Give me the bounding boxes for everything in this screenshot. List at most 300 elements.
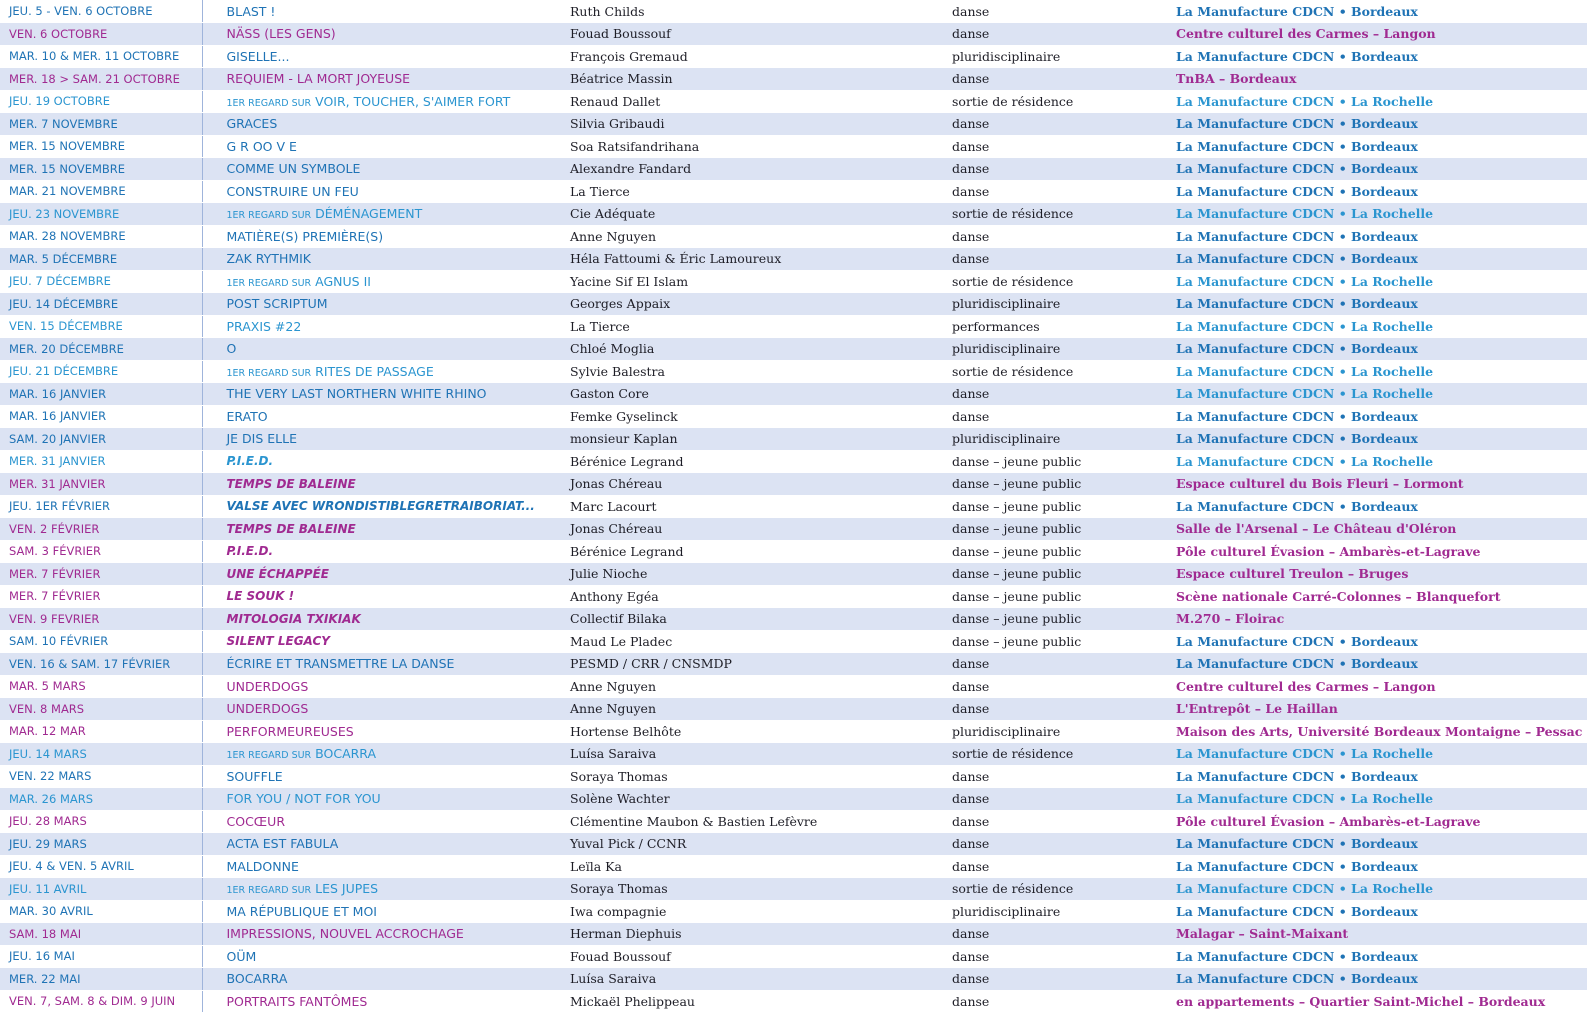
- event-genre: danse: [943, 675, 1167, 698]
- event-date: VEN. 22 MARS: [0, 765, 202, 788]
- event-title: PERFORMEUREUSES: [226, 723, 354, 739]
- event-venue: La Manufacture CDCN • La Rochelle: [1167, 743, 1587, 766]
- event-genre: danse: [943, 0, 1167, 23]
- event-artist: Cie Adéquate: [561, 203, 943, 226]
- event-title: RITES DE PASSAGE: [315, 363, 434, 379]
- event-artist: François Gremaud: [561, 45, 943, 68]
- event-genre: danse: [943, 765, 1167, 788]
- event-title: G R OO V E: [226, 138, 297, 154]
- event-genre: danse – jeune public: [943, 495, 1167, 518]
- schedule-row: [0, 608, 1587, 631]
- event-title: REQUIEM - LA MORT JOYEUSE: [226, 71, 411, 87]
- event-date: MAR. 5 DÉCEMBRE: [0, 248, 202, 271]
- event-title: LE SOUK !: [226, 589, 295, 604]
- event-venue: La Manufacture CDCN • Bordeaux: [1167, 180, 1587, 203]
- event-artist: Hortense Belhôte: [561, 720, 943, 743]
- event-genre: sortie de résidence: [943, 203, 1167, 226]
- schedule-row: [0, 45, 1587, 68]
- event-title: COMME UN SYMBOLE: [226, 161, 361, 177]
- event-genre: pluridisciplinaire: [943, 45, 1167, 68]
- event-title-cell: [202, 293, 561, 316]
- schedule-row: [0, 765, 1587, 788]
- event-date: MER. 31 JANVIER: [0, 450, 202, 473]
- schedule-row: [0, 473, 1587, 496]
- event-genre: danse – jeune public: [943, 540, 1167, 563]
- event-date: VEN. 9 FEVRIER: [0, 608, 202, 631]
- schedule-row: [0, 878, 1587, 901]
- event-title-cell: [202, 855, 561, 878]
- event-title-cell: [202, 675, 561, 698]
- event-venue: La Manufacture CDCN • Bordeaux: [1167, 248, 1587, 271]
- event-title: UNDERDOGS: [226, 701, 309, 717]
- event-genre: sortie de résidence: [943, 90, 1167, 113]
- event-artist: La Tierce: [561, 180, 943, 203]
- event-date: JEU. 29 MARS: [0, 833, 202, 856]
- schedule-row: [0, 315, 1587, 338]
- event-venue: La Manufacture CDCN • Bordeaux: [1167, 630, 1587, 653]
- event-genre: danse – jeune public: [943, 563, 1167, 586]
- event-genre: danse – jeune public: [943, 450, 1167, 473]
- event-artist: Jonas Chéreau: [561, 473, 943, 496]
- event-date: SAM. 18 MAI: [0, 923, 202, 946]
- schedule-row: [0, 653, 1587, 676]
- event-title-cell: [202, 585, 561, 608]
- schedule-row: [0, 360, 1587, 383]
- event-artist: Soraya Thomas: [561, 765, 943, 788]
- event-title: OÜM: [226, 948, 257, 964]
- event-venue: Pôle culturel Évasion – Ambarès-et-Lagrave: [1167, 810, 1587, 833]
- event-title-cell: [202, 450, 561, 473]
- event-genre: danse: [943, 653, 1167, 676]
- event-title-cell: [202, 473, 561, 496]
- event-artist: Georges Appaix: [561, 293, 943, 316]
- event-genre: danse: [943, 180, 1167, 203]
- schedule-row: [0, 540, 1587, 563]
- event-title-cell: [202, 495, 561, 518]
- event-date: JEU. 28 MARS: [0, 810, 202, 833]
- event-title-cell: [202, 383, 561, 406]
- event-date: MER. 18 > SAM. 21 OCTOBRE: [0, 68, 202, 91]
- event-artist: Béatrice Massin: [561, 68, 943, 91]
- event-title-cell: [202, 540, 561, 563]
- event-title: UNE ÉCHAPPÉE: [226, 566, 329, 581]
- event-title-cell: [202, 23, 561, 46]
- event-title-cell: [202, 833, 561, 856]
- event-date: MAR. 26 MARS: [0, 788, 202, 811]
- event-date: MAR. 16 JANVIER: [0, 405, 202, 428]
- event-title-cell: [202, 608, 561, 631]
- event-title-cell: [202, 743, 561, 766]
- event-artist: Anne Nguyen: [561, 698, 943, 721]
- schedule-row: [0, 945, 1587, 968]
- event-venue: La Manufacture CDCN • Bordeaux: [1167, 968, 1587, 991]
- event-title-cell: [202, 810, 561, 833]
- schedule-row: [0, 113, 1587, 136]
- event-date: JEU. 14 MARS: [0, 743, 202, 766]
- event-artist: Bérénice Legrand: [561, 450, 943, 473]
- schedule-row: [0, 563, 1587, 586]
- schedule-row: [0, 720, 1587, 743]
- event-venue: La Manufacture CDCN • La Rochelle: [1167, 270, 1587, 293]
- event-date: JEU. 4 & VEN. 5 AVRIL: [0, 855, 202, 878]
- event-title: MITOLOGIA TXIKIAK: [226, 611, 361, 626]
- event-date: MAR. 16 JANVIER: [0, 383, 202, 406]
- event-title-cell: [202, 113, 561, 136]
- event-artist: Renaud Dallet: [561, 90, 943, 113]
- event-venue: Malagar – Saint-Maixant: [1167, 923, 1587, 946]
- event-date: VEN. 6 OCTOBRE: [0, 23, 202, 46]
- schedule-row: [0, 495, 1587, 518]
- event-title: ACTA EST FABULA: [226, 836, 339, 852]
- event-title: JE DIS ELLE: [226, 431, 298, 447]
- event-title: POST SCRIPTUM: [226, 296, 328, 312]
- event-date: MER. 31 JANVIER: [0, 473, 202, 496]
- event-title: PRAXIS #22: [226, 318, 302, 334]
- schedule-row: [0, 900, 1587, 923]
- event-title: GISELLE...: [226, 48, 290, 64]
- first-look-prefix: 1ER REGARD SUR: [226, 750, 312, 762]
- event-date: VEN. 16 & SAM. 17 FÉVRIER: [0, 653, 202, 676]
- schedule-row: [0, 90, 1587, 113]
- event-title-cell: [202, 203, 561, 226]
- schedule-row: [0, 293, 1587, 316]
- event-title: ÉCRIRE ET TRANSMETTRE LA DANSE: [226, 656, 455, 672]
- event-date: VEN. 15 DÉCEMBRE: [0, 315, 202, 338]
- event-genre: danse: [943, 945, 1167, 968]
- event-venue: Salle de l'Arsenal – Le Château d'Oléron: [1167, 518, 1587, 541]
- event-artist: Jonas Chéreau: [561, 518, 943, 541]
- event-genre: sortie de résidence: [943, 743, 1167, 766]
- event-title-cell: [202, 135, 561, 158]
- schedule-row: [0, 405, 1587, 428]
- event-date: MER. 22 MAI: [0, 968, 202, 991]
- event-venue: La Manufacture CDCN • Bordeaux: [1167, 0, 1587, 23]
- event-venue: La Manufacture CDCN • Bordeaux: [1167, 405, 1587, 428]
- event-title: FOR YOU / NOT FOR YOU: [226, 791, 381, 807]
- event-artist: Iwa compagnie: [561, 900, 943, 923]
- event-artist: Gaston Core: [561, 383, 943, 406]
- event-date: MAR. 10 & MER. 11 OCTOBRE: [0, 45, 202, 68]
- event-title: NÄSS (LES GENS): [226, 26, 336, 42]
- event-title: VALSE AVEC WRONDISTIBLEGRETRAIBORIAT...: [226, 499, 535, 514]
- event-genre: sortie de résidence: [943, 878, 1167, 901]
- event-genre: danse – jeune public: [943, 585, 1167, 608]
- event-genre: danse: [943, 135, 1167, 158]
- event-artist: Clémentine Maubon & Bastien Lefèvre: [561, 810, 943, 833]
- event-title: BLAST !: [226, 3, 276, 19]
- event-date: JEU. 11 AVRIL: [0, 878, 202, 901]
- event-venue: La Manufacture CDCN • Bordeaux: [1167, 945, 1587, 968]
- first-look-prefix: 1ER REGARD SUR: [226, 885, 312, 897]
- event-date: VEN. 8 MARS: [0, 698, 202, 721]
- event-title: BOCARRA: [226, 971, 288, 987]
- event-date: VEN. 7, SAM. 8 & DIM. 9 JUIN: [0, 990, 202, 1013]
- event-venue: Espace culturel du Bois Fleuri – Lormont: [1167, 473, 1587, 496]
- event-title-cell: [202, 630, 561, 653]
- event-title: THE VERY LAST NORTHERN WHITE RHINO: [226, 386, 487, 402]
- event-artist: Anne Nguyen: [561, 675, 943, 698]
- event-genre: pluridisciplinaire: [943, 720, 1167, 743]
- event-artist: Solène Wachter: [561, 788, 943, 811]
- event-title: BOCARRA: [315, 746, 377, 762]
- event-venue: La Manufacture CDCN • La Rochelle: [1167, 203, 1587, 226]
- event-title-cell: [202, 720, 561, 743]
- event-title-cell: [202, 338, 561, 361]
- event-genre: danse – jeune public: [943, 473, 1167, 496]
- event-genre: sortie de résidence: [943, 270, 1167, 293]
- event-genre: danse: [943, 923, 1167, 946]
- schedule-row: [0, 698, 1587, 721]
- event-date: JEU. 7 DÉCEMBRE: [0, 270, 202, 293]
- event-date: MER. 15 NOVEMBRE: [0, 135, 202, 158]
- event-genre: pluridisciplinaire: [943, 293, 1167, 316]
- event-title: MA RÉPUBLIQUE ET MOI: [226, 903, 377, 919]
- event-artist: Fouad Boussouf: [561, 23, 943, 46]
- event-artist: Sylvie Balestra: [561, 360, 943, 383]
- event-title-cell: [202, 923, 561, 946]
- event-title: UNDERDOGS: [226, 678, 309, 694]
- event-title: P.I.E.D.: [226, 454, 274, 469]
- event-genre: danse: [943, 833, 1167, 856]
- event-date: MER. 20 DÉCEMBRE: [0, 338, 202, 361]
- schedule-row: [0, 630, 1587, 653]
- event-venue: La Manufacture CDCN • La Rochelle: [1167, 450, 1587, 473]
- event-title: SOUFFLE: [226, 768, 283, 784]
- schedule-row: [0, 810, 1587, 833]
- event-venue: Maison des Arts, Université Bordeaux Montaigne – Pessac: [1167, 720, 1587, 743]
- event-genre: danse: [943, 855, 1167, 878]
- event-genre: danse: [943, 383, 1167, 406]
- event-artist: Yacine Sif El Islam: [561, 270, 943, 293]
- event-artist: Chloé Moglia: [561, 338, 943, 361]
- schedule-row: [0, 518, 1587, 541]
- event-title: LES JUPES: [315, 881, 379, 897]
- event-title: ZAK RYTHMIK: [226, 251, 312, 267]
- schedule-row: [0, 23, 1587, 46]
- event-venue: La Manufacture CDCN • Bordeaux: [1167, 855, 1587, 878]
- event-title-cell: [202, 518, 561, 541]
- event-title-cell: [202, 900, 561, 923]
- event-title: P.I.E.D.: [226, 544, 274, 559]
- event-artist: La Tierce: [561, 315, 943, 338]
- event-date: MER. 7 FÉVRIER: [0, 563, 202, 586]
- event-title: AGNUS II: [315, 273, 371, 289]
- event-artist: Luísa Saraiva: [561, 968, 943, 991]
- event-genre: danse: [943, 68, 1167, 91]
- event-artist: Ruth Childs: [561, 0, 943, 23]
- event-title-cell: [202, 315, 561, 338]
- event-title: TEMPS DE BALEINE: [226, 476, 356, 491]
- event-date: SAM. 20 JANVIER: [0, 428, 202, 451]
- event-venue: La Manufacture CDCN • Bordeaux: [1167, 428, 1587, 451]
- event-title-cell: [202, 968, 561, 991]
- event-genre: danse: [943, 810, 1167, 833]
- event-artist: Julie Nioche: [561, 563, 943, 586]
- event-title: TEMPS DE BALEINE: [226, 521, 356, 536]
- event-artist: Yuval Pick / CCNR: [561, 833, 943, 856]
- event-date: JEU. 1ER FÉVRIER: [0, 495, 202, 518]
- event-genre: pluridisciplinaire: [943, 900, 1167, 923]
- event-title: VOIR, TOUCHER, S'AIMER FORT: [315, 93, 511, 109]
- event-date: MAR. 12 MAR: [0, 720, 202, 743]
- event-genre: danse: [943, 158, 1167, 181]
- schedule-row: [0, 855, 1587, 878]
- event-date: MER. 7 NOVEMBRE: [0, 113, 202, 136]
- schedule-row: [0, 788, 1587, 811]
- event-date: SAM. 10 FÉVRIER: [0, 630, 202, 653]
- event-title-cell: [202, 270, 561, 293]
- event-venue: La Manufacture CDCN • Bordeaux: [1167, 135, 1587, 158]
- event-date: JEU. 23 NOVEMBRE: [0, 203, 202, 226]
- event-date: JEU. 19 OCTOBRE: [0, 90, 202, 113]
- event-artist: Héla Fattoumi & Éric Lamoureux: [561, 248, 943, 271]
- event-date: JEU. 16 MAI: [0, 945, 202, 968]
- event-title: DÉMÉNAGEMENT: [315, 206, 423, 222]
- schedule-row: [0, 968, 1587, 991]
- schedule-row: [0, 923, 1587, 946]
- event-venue: Scène nationale Carré-Colonnes – Blanquefort: [1167, 585, 1587, 608]
- event-artist: Maud Le Pladec: [561, 630, 943, 653]
- schedule-row: [0, 180, 1587, 203]
- event-venue: La Manufacture CDCN • Bordeaux: [1167, 900, 1587, 923]
- event-genre: danse – jeune public: [943, 518, 1167, 541]
- event-title-cell: [202, 990, 561, 1013]
- event-artist: Soa Ratsifandrihana: [561, 135, 943, 158]
- schedule-row: [0, 585, 1587, 608]
- event-artist: Luísa Saraiva: [561, 743, 943, 766]
- schedule-row: [0, 225, 1587, 248]
- event-genre: danse: [943, 23, 1167, 46]
- event-venue: La Manufacture CDCN • La Rochelle: [1167, 315, 1587, 338]
- event-title-cell: [202, 878, 561, 901]
- schedule-row: [0, 675, 1587, 698]
- event-artist: Femke Gyselinck: [561, 405, 943, 428]
- event-venue: La Manufacture CDCN • Bordeaux: [1167, 225, 1587, 248]
- event-venue: La Manufacture CDCN • La Rochelle: [1167, 878, 1587, 901]
- event-venue: en appartements – Quartier Saint-Michel – Bordeaux: [1167, 990, 1587, 1013]
- schedule-row: [0, 0, 1587, 23]
- event-artist: Mickaël Phelippeau: [561, 990, 943, 1013]
- schedule-row: [0, 428, 1587, 451]
- event-artist: Soraya Thomas: [561, 878, 943, 901]
- schedule-row: [0, 383, 1587, 406]
- event-venue: La Manufacture CDCN • Bordeaux: [1167, 45, 1587, 68]
- event-genre: danse: [943, 113, 1167, 136]
- event-date: MAR. 28 NOVEMBRE: [0, 225, 202, 248]
- event-venue: Espace culturel Treulon – Bruges: [1167, 563, 1587, 586]
- event-genre: danse: [943, 248, 1167, 271]
- first-look-prefix: 1ER REGARD SUR: [226, 210, 312, 222]
- event-genre: pluridisciplinaire: [943, 338, 1167, 361]
- schedule-row: [0, 990, 1587, 1013]
- event-venue: Pôle culturel Évasion – Ambarès-et-Lagrave: [1167, 540, 1587, 563]
- event-artist: Collectif Bilaka: [561, 608, 943, 631]
- event-genre: sortie de résidence: [943, 360, 1167, 383]
- event-date: JEU. 5 - VEN. 6 OCTOBRE: [0, 0, 202, 23]
- event-date: JEU. 21 DÉCEMBRE: [0, 360, 202, 383]
- schedule-row: [0, 833, 1587, 856]
- event-venue: La Manufacture CDCN • Bordeaux: [1167, 765, 1587, 788]
- event-venue: La Manufacture CDCN • La Rochelle: [1167, 90, 1587, 113]
- schedule-row: [0, 450, 1587, 473]
- event-genre: danse: [943, 990, 1167, 1013]
- event-venue: La Manufacture CDCN • Bordeaux: [1167, 653, 1587, 676]
- event-title: ERATO: [226, 408, 268, 424]
- event-venue: La Manufacture CDCN • Bordeaux: [1167, 338, 1587, 361]
- event-genre: danse: [943, 225, 1167, 248]
- first-look-prefix: 1ER REGARD SUR: [226, 97, 312, 109]
- event-artist: Marc Lacourt: [561, 495, 943, 518]
- event-genre: danse – jeune public: [943, 630, 1167, 653]
- first-look-prefix: 1ER REGARD SUR: [226, 277, 312, 289]
- schedule-row: [0, 743, 1587, 766]
- event-venue: La Manufacture CDCN • Bordeaux: [1167, 293, 1587, 316]
- event-title: COCŒUR: [226, 813, 286, 829]
- event-venue: Centre culturel des Carmes – Langon: [1167, 23, 1587, 46]
- event-genre: danse – jeune public: [943, 608, 1167, 631]
- schedule-row: [0, 158, 1587, 181]
- event-title: MALDONNE: [226, 858, 299, 874]
- event-artist: Anthony Egéa: [561, 585, 943, 608]
- event-title-cell: [202, 90, 561, 113]
- event-genre: danse: [943, 698, 1167, 721]
- event-title-cell: [202, 428, 561, 451]
- event-title-cell: [202, 68, 561, 91]
- event-title: CONSTRUIRE UN FEU: [226, 183, 359, 199]
- event-date: VEN. 2 FÉVRIER: [0, 518, 202, 541]
- event-title-cell: [202, 405, 561, 428]
- event-date: MAR. 30 AVRIL: [0, 900, 202, 923]
- first-look-prefix: 1ER REGARD SUR: [226, 367, 312, 379]
- event-artist: Silvia Gribaudi: [561, 113, 943, 136]
- event-date: MER. 15 NOVEMBRE: [0, 158, 202, 181]
- event-genre: danse: [943, 968, 1167, 991]
- event-title: O: [226, 341, 237, 357]
- schedule-row: [0, 68, 1587, 91]
- event-artist: Herman Diephuis: [561, 923, 943, 946]
- event-artist: Fouad Boussouf: [561, 945, 943, 968]
- event-genre: performances: [943, 315, 1167, 338]
- event-title-cell: [202, 0, 561, 23]
- schedule-row: [0, 270, 1587, 293]
- event-venue: M.270 – Floirac: [1167, 608, 1587, 631]
- event-genre: danse: [943, 405, 1167, 428]
- event-title-cell: [202, 653, 561, 676]
- event-title-cell: [202, 45, 561, 68]
- event-title: GRACES: [226, 116, 278, 132]
- event-title-cell: [202, 225, 561, 248]
- event-date: MAR. 21 NOVEMBRE: [0, 180, 202, 203]
- event-venue: La Manufacture CDCN • Bordeaux: [1167, 495, 1587, 518]
- event-title: SILENT LEGACY: [226, 634, 330, 649]
- event-genre: pluridisciplinaire: [943, 428, 1167, 451]
- event-venue: La Manufacture CDCN • Bordeaux: [1167, 113, 1587, 136]
- event-venue: Centre culturel des Carmes – Langon: [1167, 675, 1587, 698]
- schedule-row: [0, 203, 1587, 226]
- event-venue: TnBA – Bordeaux: [1167, 68, 1587, 91]
- event-title-cell: [202, 360, 561, 383]
- event-date: JEU. 14 DÉCEMBRE: [0, 293, 202, 316]
- event-venue: La Manufacture CDCN • Bordeaux: [1167, 833, 1587, 856]
- event-title-cell: [202, 788, 561, 811]
- event-title-cell: [202, 945, 561, 968]
- event-date: MER. 7 FÉVRIER: [0, 585, 202, 608]
- event-venue: La Manufacture CDCN • La Rochelle: [1167, 360, 1587, 383]
- event-artist: Anne Nguyen: [561, 225, 943, 248]
- event-venue: L'Entrepôt – Le Haillan: [1167, 698, 1587, 721]
- event-artist: Leïla Ka: [561, 855, 943, 878]
- event-artist: Alexandre Fandard: [561, 158, 943, 181]
